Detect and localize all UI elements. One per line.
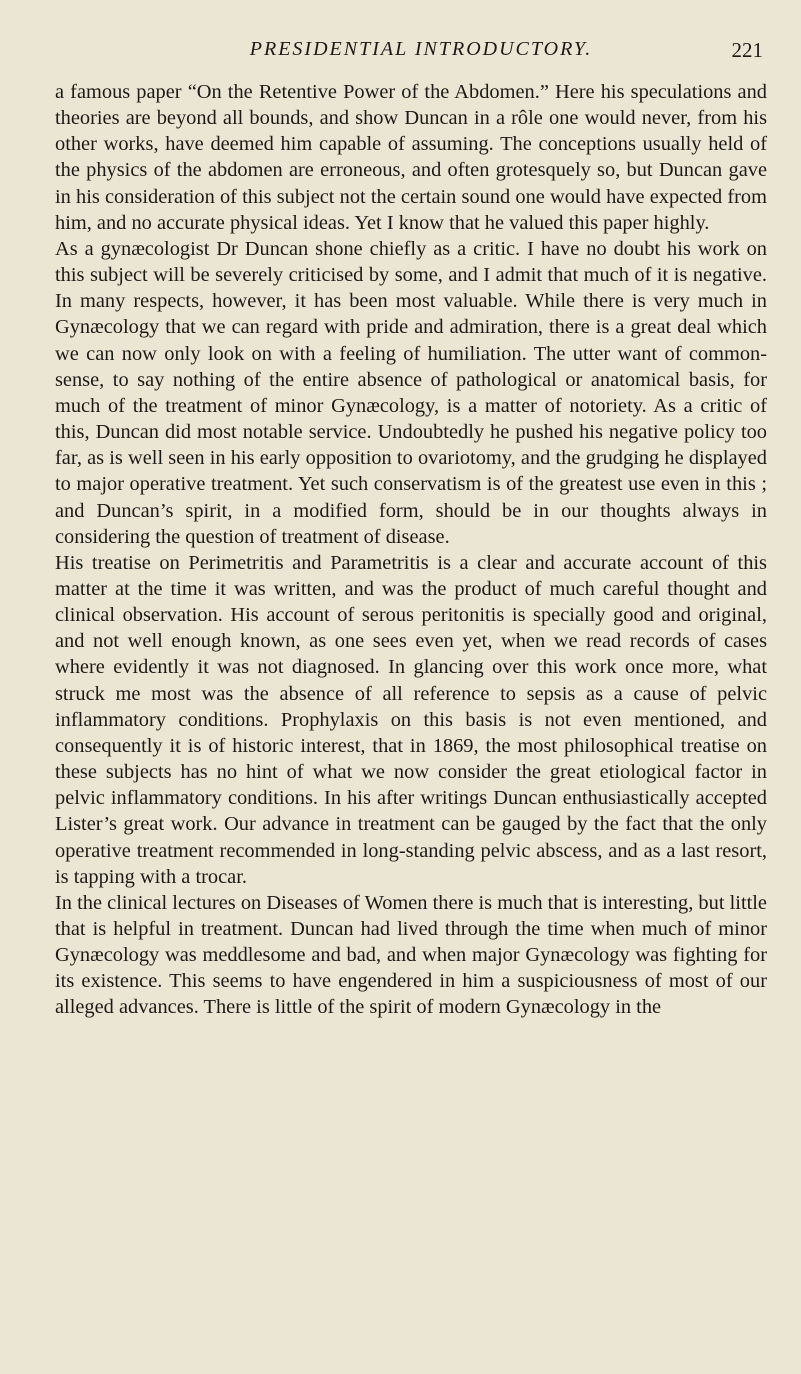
page-number: 221 [731,38,763,62]
running-title: PRESIDENTIAL INTRODUCTORY. [249,38,593,60]
paragraph-1: a famous paper “On the Retentive Power of the Abdomen.” Here his speculations and theories are beyond all bounds, and show Duncan in a rôle one would never, from his other works, have deemed him capable of assuming. The conceptions usually held of the physics of the abdomen are erroneous, and often grotesquely so, but Duncan gave in his consideration of this subject not the certain sound one would have expected from him, and no accurate physical ideas. Yet I know that he valued this paper highly. [55,81,767,234]
paragraph-4: In the clinical lectures on Diseases of Women there is much that is interesting, but little that is helpful in treatment. Duncan had lived through the time when much of minor Gynæcology was meddlesome and bad, and when major Gynæcology was fighting for its existence. This seems to have engendered in him a suspiciousness of most of our alleged advances. There is little of the spirit of modern Gynæcology in the [55,891,767,1019]
paragraph-3: His treatise on Perimetritis and Parametritis is a clear and accurate account of this matter at the time it was written, and was the product of much careful thought and clinical observation. His account of serous peritonitis is specially good and original, and not well enough known, as one sees even yet, when we read records of cases where evidently it was not diagnosed. In glancing over this work once more, what struck me most was the absence of all reference to sepsis as a cause of pelvic inflammatory conditions. Prophylaxis on this basis is not even mentioned, and consequently it is of historic interest, that in 1869, the most philosophical treatise on these subjects has no hint of what we now consider the great etiological factor in pelvic inflammatory conditions. In his after writings Duncan enthusiastically accepted Lister’s great work. Our advance in treatment can be gauged by the fact that the only operative treatment recommended in long-standing pelvic abscess, and as a last resort, is tapping with a trocar. [55,551,767,888]
running-head [55,38,767,68]
paragraph-2: As a gynæcologist Dr Duncan shone chiefly as a critic. I have no doubt his work on this subject will be severely criticised by some, and I admit that much of it is negative. In many respects, however, it has been most valuable. While there is very much in Gynæcology that we can regard with pride and admiration, there is a great deal which we can now only look on with a feeling of humiliation. The utter want of common-sense, to say nothing of the entire absence of pathological or anatomical basis, for much of the treatment of minor Gynæcology, is a matter of notoriety. As a critic of this, Duncan did most notable service. Undoubtedly he pushed his negative policy too far, as is well seen in his early opposition to ovariotomy, and the grudging he displayed to major operative treatment. Yet such conservatism is of the greatest use even in this ; and Duncan’s spirit, in a modified form, should be in our thoughts always in considering the question of treatment of disease. [55,237,767,548]
body-text [55,79,767,1021]
